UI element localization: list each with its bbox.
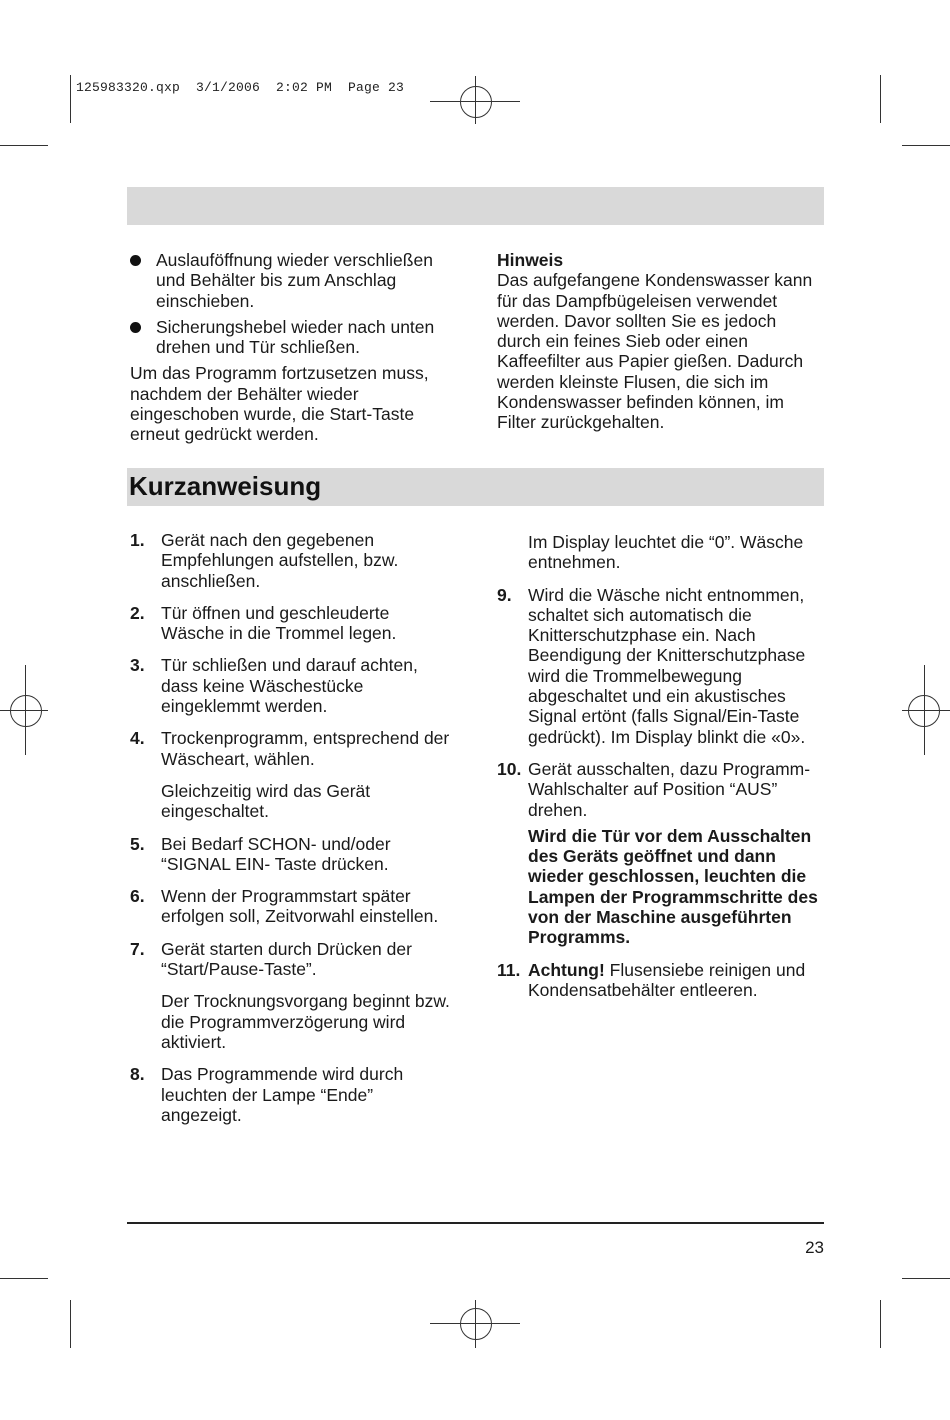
list-item: Auslauföffnung wieder verschließen und Behälter bis zum Anschlag einschieben. (130, 250, 455, 311)
note-title: Hinweis (497, 250, 564, 270)
steps-left-column (130, 530, 455, 1137)
step-2: 2. Tür öffnen und geschleuderte Wäsche in die Trommel legen. (130, 602, 397, 644)
print-slug: 125983320.qxp 3/1/2006 2:02 PM Page 23 (76, 80, 405, 95)
crop-mark (880, 75, 881, 123)
step-8-continuation: Im Display leuchtet die “0”. Wäsche entnehmen. (528, 532, 804, 573)
step-8: 8. Das Programmende wird durch leuchten der Lampe “Ende” angezeigt. (130, 1064, 404, 1125)
step-1: 1. Gerät nach den gegebenen Empfehlungen aufstellen, bzw. anschließen. (130, 530, 399, 591)
step-11: 11. Achtung! Flusensiebe reinigen und Kondensatbehälter entleeren. (497, 959, 806, 1000)
crop-mark (902, 1278, 950, 1279)
section-heading-band (127, 468, 824, 506)
bullet-icon (130, 255, 141, 266)
footer-rule (127, 1222, 824, 1224)
list-item: Sicherungshebel wieder nach unten drehen und Tür schließen. (130, 317, 455, 358)
note-body: Das aufgefangene Kondenswasser kann für das Dampfbügeleisen verwendet werden. Davor sollten Sie es jedoch durch ein feines Sieb oder einen Kaffeefilter aus Papier gießen. Dadurch werden kleinste Flusen, die sich im Kondenswasser befinden können, im Filter zurückgehalten. (497, 270, 813, 433)
intro-paragraph: Um das Programm fortzusetzen muss, nachdem der Behälter wieder eingeschoben wurde, die Start-Taste erneut gedrückt werden. (130, 363, 429, 445)
step-3: 3. Tür schließen und darauf achten, dass keine Wäschestücke eingeklemmt werden. (130, 655, 418, 717)
attention-label: Achtung! (528, 959, 605, 980)
step-10: 10. Gerät ausschalten, dazu Programm-Wahlschalter auf Position “AUS” drehen. Wird die Tür vor dem Ausschalten des Geräts geöffnet und dann wieder geschlossen, leuchten die Lampen der Programmschritte des von der Maschine ausgeführten Programms. (497, 759, 822, 948)
steps-right-column (497, 532, 822, 1012)
step-note: Der Trocknungsvorgang beginnt bzw. die Programmverzögerung wird aktiviert. (161, 991, 450, 1052)
section-title: Kurzanweisung (129, 471, 322, 501)
page-number: 23 (805, 1238, 824, 1257)
note-box (497, 250, 822, 433)
crop-mark (0, 145, 48, 146)
step-note: Gleichzeitig wird das Gerät eingeschaltet. (161, 780, 371, 822)
header-band (127, 187, 824, 225)
step-10-warning: Wird die Tür vor dem Ausschalten des Geräts geöffnet und dann wieder geschlossen, leuchten die Lampen der Programmschritte des von der Maschine ausgeführten Programms. (528, 825, 818, 948)
crop-mark (902, 145, 950, 146)
step-4: 4. Trockenprogramm, entsprechend der Wäscheart, wählen. Gleichzeitig wird das Gerät eingeschaltet. (130, 728, 455, 821)
step-6: 6. Wenn der Programmstart später erfolgen soll, Zeitvorwahl einstellen. (130, 886, 439, 927)
bullet-icon (130, 322, 141, 333)
step-7: 7. Gerät starten durch Drücken der “Start/Pause-Taste”. Der Trocknungsvorgang beginnt bzw. die Programmverzögerung wird aktiviert. (130, 939, 455, 1052)
crop-mark (880, 1300, 881, 1348)
intro-left-column (130, 250, 455, 445)
crop-mark (70, 1300, 71, 1348)
step-9: 9. Wird die Wäsche nicht entnommen, schaltet sich automatisch die Knitterschutzphase ein. Nach Beendigung der Knitterschutzphase wird die Trommelbewegung abgeschaltet und ein akustisches Signal ertönt (falls Signal/Ein-Taste gedrückt). Im Display blinkt die «0». (497, 584, 806, 747)
crop-mark (70, 75, 71, 123)
step-5: 5. Bei Bedarf SCHON- und/oder “SIGNAL EIN- Taste drücken. (130, 833, 391, 874)
crop-mark (0, 1278, 48, 1279)
